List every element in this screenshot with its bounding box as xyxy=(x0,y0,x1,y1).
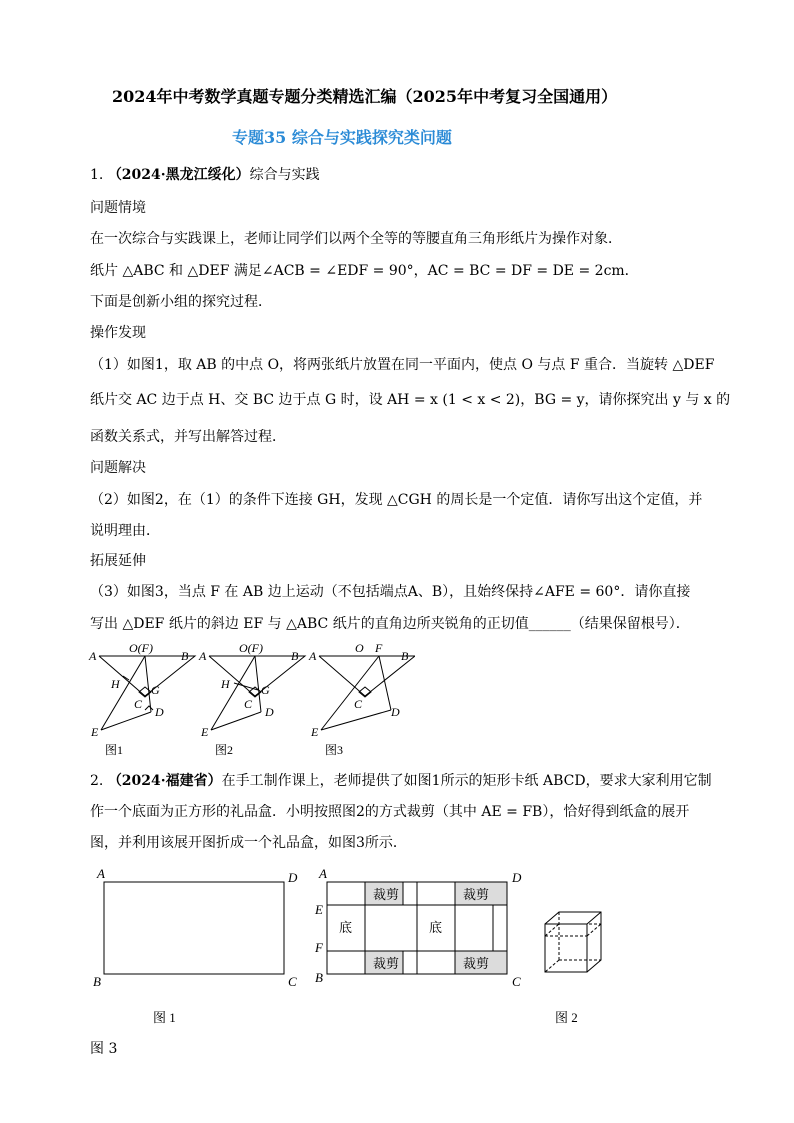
problem-2-figures xyxy=(85,862,625,1032)
p2-fig2-a: A xyxy=(319,866,327,881)
fig3-caption: 图3 xyxy=(325,743,344,757)
figure-3 xyxy=(319,656,415,730)
p2-fig1-c: C xyxy=(288,974,297,989)
fig3-label-b: B xyxy=(401,649,409,663)
fig3-label-o: O xyxy=(355,641,364,655)
net-grid xyxy=(327,882,507,974)
part-1-line-c: 函数关系式，并写出解答过程． xyxy=(90,429,286,445)
p2-fig2-e: E xyxy=(315,902,323,917)
fig1-label-d: D xyxy=(155,705,164,719)
fig2-label-b: B xyxy=(291,649,299,663)
fig1-label-b: B xyxy=(181,649,189,663)
problem-source: （2024·黑龙江绥化） xyxy=(107,167,250,183)
p2-fig1-b: B xyxy=(93,974,101,989)
section-solve: 问题解决 xyxy=(90,460,146,476)
figure-2 xyxy=(209,656,305,730)
fig1-caption: 图1 xyxy=(105,743,124,757)
page-title: 2024年中考数学真题专题分类精选汇编（2025年中考复习全国通用） xyxy=(112,87,618,106)
problem-2-line-2: 作一个底面为正方形的礼品盒．小明按照图2的方式裁剪（其中 AE = FB），恰好得到纸盒的展开 xyxy=(90,804,690,820)
cut-label-4: 裁剪 xyxy=(463,956,490,971)
problem-2-line-3: 图，并利用该展开图折成一个礼品盒，如图3所示． xyxy=(90,835,407,851)
cut-label-1: 裁剪 xyxy=(373,887,400,902)
p2-fig1-d: D xyxy=(288,870,298,885)
fig1-label-e: E xyxy=(91,725,99,739)
cut-label-3: 裁剪 xyxy=(373,956,400,971)
part-3-line-b: 写出 △DEF 纸片的斜边 EF 与 △ABC 纸片的直角边所夹锐角的正切值______（结果保留根号）． xyxy=(90,616,690,632)
section-discover: 操作发现 xyxy=(90,325,146,341)
problem-1-figures xyxy=(85,638,415,760)
part-2-line-b: 说明理由． xyxy=(90,523,160,539)
fig2-caption: 图2 xyxy=(215,743,234,757)
p2-fig2-caption: 图 2 xyxy=(555,1010,578,1025)
fig2-label-a: A xyxy=(199,649,207,663)
p2-fig1-a: A xyxy=(97,866,105,881)
problem-number: 1. xyxy=(90,167,104,183)
fig2-label-c: C xyxy=(244,697,253,711)
part-3-line-a: （3）如图3，当点 F 在 AB 边上运动（不包括端点A、B），且始终保持∠AFE = 60°．请你直接 xyxy=(90,584,691,600)
fig3-label-c: C xyxy=(354,697,363,711)
section-extend: 拓展延伸 xyxy=(90,553,146,569)
p2-fig2-f: F xyxy=(315,940,323,955)
page-subtitle: 专题35 综合与实践探究类问题 xyxy=(232,128,452,147)
p2-fig1-caption: 图 1 xyxy=(153,1010,176,1025)
fig1-label-a: A xyxy=(89,649,97,663)
problem-1-line-3: 下面是创新小组的探究过程． xyxy=(90,294,272,310)
fig2-label-e: E xyxy=(201,725,209,739)
fig1-label-c: C xyxy=(134,697,143,711)
fig2-label-of: O(F) xyxy=(239,641,263,655)
bottom-label-1: 底 xyxy=(339,920,353,935)
fig1-label-of: O(F) xyxy=(129,641,153,655)
part-1-line-b: 纸片交 AC 边于点 H、交 BC 边于点 G 时，设 AH = x (1 < x < 2)，BG = y，请你探究出 y 与 x 的 xyxy=(90,392,731,408)
fig3-label-d: D xyxy=(391,705,400,719)
problem-1-header xyxy=(90,166,320,184)
fig1-label-g: G xyxy=(151,683,160,697)
problem-2-line-1 xyxy=(90,772,712,790)
cut-label-2: 裁剪 xyxy=(463,887,490,902)
part-1-line-a: （1）如图1，取 AB 的中点 O，将两张纸片放置在同一平面内，使点 O 与点 F 重合．当旋转 △DEF xyxy=(90,357,715,373)
rectangle-abcd xyxy=(104,882,284,974)
problem-1-line-2: 纸片 △ABC 和 △DEF 满足∠ACB = ∠EDF = 90°，AC = BC = DF = DE = 2cm． xyxy=(90,263,639,279)
fig3-label-e: E xyxy=(311,725,319,739)
part-2-line-a: （2）如图2，在（1）的条件下连接 GH，发现 △CGH 的周长是一个定值．请你写出这个定值，并 xyxy=(90,492,703,508)
problem-topic: 综合与实践 xyxy=(249,167,320,183)
fig2-label-d: D xyxy=(265,705,274,719)
problem-2-number: 2. xyxy=(90,773,104,789)
section-context: 问题情境 xyxy=(90,200,146,216)
box-drawing xyxy=(545,912,601,972)
fig3-label-f: F xyxy=(375,641,383,655)
p2-fig2-c: C xyxy=(512,974,521,989)
p2-fig3-caption: 图 3 xyxy=(90,1041,118,1057)
p2-fig2-b: B xyxy=(315,970,323,985)
fig2-label-g: G xyxy=(261,683,270,697)
problem-2-source: （2024·福建省） xyxy=(107,773,222,789)
bottom-label-2: 底 xyxy=(429,920,443,935)
p2-fig2-d: D xyxy=(512,870,522,885)
fig3-label-a: A xyxy=(309,649,317,663)
fig1-label-h: H xyxy=(111,677,120,691)
problem-1-line-1: 在一次综合与实践课上，老师让同学们以两个全等的等腰直角三角形纸片为操作对象． xyxy=(90,231,622,247)
fig2-label-h: H xyxy=(221,677,230,691)
problem-2-text-1: 在手工制作课上，老师提供了如图1所示的矩形卡纸 ABCD，要求大家利用它制 xyxy=(221,773,712,789)
figure-1 xyxy=(99,656,195,730)
